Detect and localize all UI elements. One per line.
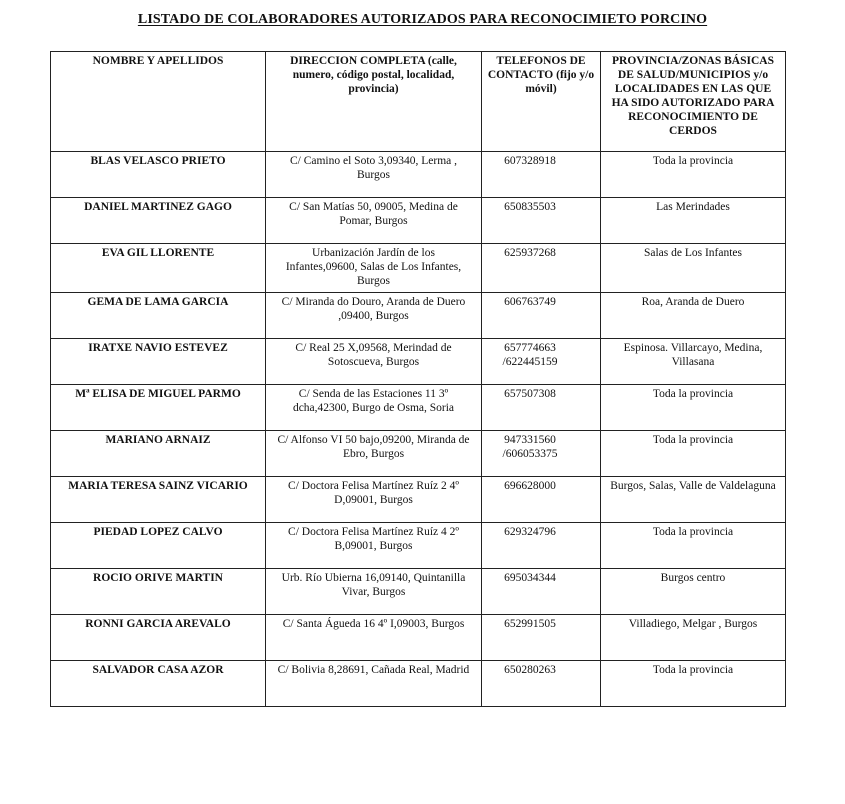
cell-address: Urbanización Jardín de los Infantes,09600, Salas de Los Infantes, Burgos [266, 244, 482, 293]
header-phones: TELEFONOS DE CONTACTO (fijo y/o móvil) [482, 52, 601, 152]
cell-name: BLAS VELASCO PRIETO [51, 152, 266, 198]
cell-phones: 657774663 /622445159 [482, 339, 601, 385]
cell-phones: 629324796 [482, 523, 601, 569]
cell-zone: Toda la provincia [601, 385, 786, 431]
cell-name: GEMA DE LAMA GARCIA [51, 293, 266, 339]
cell-phones: 650280263 [482, 661, 601, 707]
cell-phones: 650835503 [482, 198, 601, 244]
cell-zone: Roa, Aranda de Duero [601, 293, 786, 339]
table-row [51, 244, 786, 293]
cell-phones: 657507308 [482, 385, 601, 431]
cell-name: RONNI GARCIA AREVALO [51, 615, 266, 661]
cell-zone: Toda la provincia [601, 523, 786, 569]
cell-zone: Toda la provincia [601, 431, 786, 477]
header-name: NOMBRE Y APELLIDOS [51, 52, 266, 152]
table-row [51, 477, 786, 523]
cell-address: C/ Doctora Felisa Martínez Ruíz 2 4º D,09001, Burgos [266, 477, 482, 523]
cell-zone: Burgos centro [601, 569, 786, 615]
cell-name: MARIA TERESA SAINZ VICARIO [51, 477, 266, 523]
collaborators-table [50, 51, 786, 707]
cell-phones: 652991505 [482, 615, 601, 661]
cell-zone: Toda la provincia [601, 152, 786, 198]
table-row [51, 198, 786, 244]
header-address: DIRECCION COMPLETA (calle, numero, código postal, localidad, provincia) [266, 52, 482, 152]
header-zone: PROVINCIA/ZONAS BÁSICAS DE SALUD/MUNICIPIOS y/o LOCALIDADES EN LAS QUE HA SIDO AUTORIZADO PARA RECONOCIMIENTO DE CERDOS [601, 52, 786, 152]
cell-phones: 696628000 [482, 477, 601, 523]
table-row [51, 523, 786, 569]
cell-phones: 606763749 [482, 293, 601, 339]
cell-name: EVA GIL LLORENTE [51, 244, 266, 293]
table-row [51, 661, 786, 707]
cell-address: C/ Doctora Felisa Martínez Ruíz 4 2º B,09001, Burgos [266, 523, 482, 569]
cell-address: C/ Real 25 X,09568, Merindad de Sotoscueva, Burgos [266, 339, 482, 385]
cell-address: C/ Bolivia 8,28691, Cañada Real, Madrid [266, 661, 482, 707]
cell-name: SALVADOR CASA AZOR [51, 661, 266, 707]
cell-name: IRATXE NAVIO ESTEVEZ [51, 339, 266, 385]
cell-address: C/ San Matías 50, 09005, Medina de Pomar, Burgos [266, 198, 482, 244]
table-row [51, 385, 786, 431]
cell-address: C/ Santa Águeda 16 4º I,09003, Burgos [266, 615, 482, 661]
cell-phones: 625937268 [482, 244, 601, 293]
cell-phones: 695034344 [482, 569, 601, 615]
cell-zone: Villadiego, Melgar , Burgos [601, 615, 786, 661]
table-row [51, 339, 786, 385]
cell-zone: Espinosa. Villarcayo, Medina, Villasana [601, 339, 786, 385]
cell-zone: Toda la provincia [601, 661, 786, 707]
cell-address: Urb. Río Ubierna 16,09140, Quintanilla Vivar, Burgos [266, 569, 482, 615]
table-row [51, 431, 786, 477]
cell-name: PIEDAD LOPEZ CALVO [51, 523, 266, 569]
cell-phones: 947331560 /606053375 [482, 431, 601, 477]
cell-phones: 607328918 [482, 152, 601, 198]
cell-name: DANIEL MARTINEZ GAGO [51, 198, 266, 244]
table-header-row [51, 52, 786, 152]
cell-address: C/ Alfonso VI 50 bajo,09200, Miranda de Ebro, Burgos [266, 431, 482, 477]
cell-zone: Burgos, Salas, Valle de Valdelaguna [601, 477, 786, 523]
table-row [51, 152, 786, 198]
cell-address: C/ Camino el Soto 3,09340, Lerma , Burgos [266, 152, 482, 198]
table-row [51, 569, 786, 615]
cell-name: MARIANO ARNAIZ [51, 431, 266, 477]
cell-address: C/ Senda de las Estaciones 11 3º dcha,42300, Burgo de Osma, Soria [266, 385, 482, 431]
cell-zone: Salas de Los Infantes [601, 244, 786, 293]
page-title: LISTADO DE COLABORADORES AUTORIZADOS PARA RECONOCIMIETO PORCINO [137, 12, 708, 27]
table-row [51, 615, 786, 661]
cell-address: C/ Miranda do Douro, Aranda de Duero ,09400, Burgos [266, 293, 482, 339]
cell-name: ROCIO ORIVE MARTIN [51, 569, 266, 615]
cell-zone: Las Merindades [601, 198, 786, 244]
table-row [51, 293, 786, 339]
cell-name: Mª ELISA DE MIGUEL PARMO [51, 385, 266, 431]
